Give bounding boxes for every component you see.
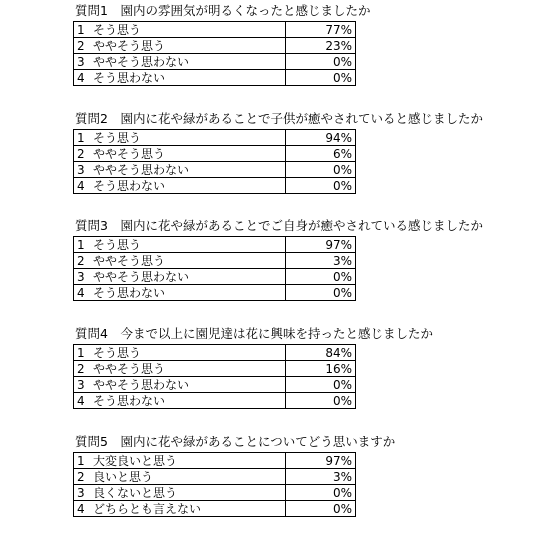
option-label: ややそう思わない — [93, 162, 190, 177]
option-number: 2 — [77, 469, 85, 484]
option-label-cell — [74, 130, 286, 146]
option-number: 2 — [77, 361, 85, 376]
option-label-cell — [74, 237, 286, 253]
option-percentage: 3% — [285, 253, 355, 269]
answer-table — [73, 452, 356, 517]
option-label-cell — [74, 70, 286, 86]
option-percentage: 0% — [285, 501, 355, 517]
option-label-cell — [74, 285, 286, 301]
table-row — [74, 162, 356, 178]
table-row — [74, 237, 356, 253]
option-number: 1 — [77, 453, 85, 468]
option-label: そう思う — [93, 130, 142, 145]
option-percentage: 84% — [285, 345, 355, 361]
option-percentage: 0% — [285, 269, 355, 285]
option-number: 2 — [77, 38, 85, 53]
option-label: ややそう思う — [93, 253, 166, 268]
table-row — [74, 54, 356, 70]
option-percentage: 94% — [285, 130, 355, 146]
option-number: 4 — [77, 70, 85, 85]
table-row — [74, 253, 356, 269]
option-percentage: 0% — [285, 70, 355, 86]
table-row — [74, 453, 356, 469]
question-title: 質問4 今まで以上に園児達は花に興味を持ったと感じましたか — [75, 326, 433, 341]
option-label: 大変良いと思う — [93, 453, 178, 468]
table-row — [74, 345, 356, 361]
table-row — [74, 285, 356, 301]
question-title: 質問2 園内に花や緑があることで子供が癒やされていると感じましたか — [75, 111, 483, 126]
table-row — [74, 130, 356, 146]
option-number: 1 — [77, 345, 85, 360]
table-row — [74, 485, 356, 501]
question-title: 質問1 園内の雰囲気が明るくなったと感じましたか — [75, 3, 371, 18]
table-row — [74, 361, 356, 377]
option-percentage: 0% — [285, 377, 355, 393]
option-number: 4 — [77, 178, 85, 193]
option-label: そう思わない — [93, 70, 166, 85]
option-label: ややそう思う — [93, 361, 166, 376]
option-label-cell — [74, 178, 286, 194]
table-row — [74, 146, 356, 162]
answer-table — [73, 344, 356, 409]
option-label: 良いと思う — [93, 469, 154, 484]
question-title: 質問3 園内に花や緑があることでご自身が癒やされている感じましたか — [75, 218, 483, 233]
answer-table — [73, 129, 356, 194]
option-number: 3 — [77, 54, 85, 69]
option-percentage: 0% — [285, 178, 355, 194]
option-label: そう思う — [93, 237, 142, 252]
option-label: ややそう思わない — [93, 269, 190, 284]
option-label-cell — [74, 146, 286, 162]
option-percentage: 97% — [285, 453, 355, 469]
answer-table — [73, 21, 356, 86]
option-number: 3 — [77, 377, 85, 392]
table-row — [74, 178, 356, 194]
option-label: ややそう思う — [93, 38, 166, 53]
option-percentage: 0% — [285, 162, 355, 178]
question-title: 質問5 園内に花や緑があることについてどう思いますか — [75, 434, 396, 449]
option-percentage: 6% — [285, 146, 355, 162]
option-number: 2 — [77, 146, 85, 161]
table-row — [74, 393, 356, 409]
option-label-cell — [74, 393, 286, 409]
option-percentage: 23% — [285, 38, 355, 54]
option-label-cell — [74, 501, 286, 517]
option-label-cell — [74, 345, 286, 361]
option-label-cell — [74, 361, 286, 377]
option-label: そう思わない — [93, 285, 166, 300]
table-row — [74, 469, 356, 485]
option-label: ややそう思わない — [93, 377, 190, 392]
option-label: そう思わない — [93, 393, 166, 408]
option-percentage: 0% — [285, 54, 355, 70]
option-number: 1 — [77, 237, 85, 252]
option-percentage: 97% — [285, 237, 355, 253]
option-label: どちらとも言えない — [93, 501, 202, 516]
option-label-cell — [74, 162, 286, 178]
option-number: 4 — [77, 393, 85, 408]
option-percentage: 0% — [285, 393, 355, 409]
option-label-cell — [74, 377, 286, 393]
option-number: 3 — [77, 162, 85, 177]
table-row — [74, 38, 356, 54]
option-label-cell — [74, 38, 286, 54]
option-label-cell — [74, 269, 286, 285]
option-number: 1 — [77, 22, 85, 37]
option-number: 1 — [77, 130, 85, 145]
table-row — [74, 377, 356, 393]
table-row — [74, 22, 356, 38]
option-label: 良くないと思う — [93, 485, 178, 500]
option-label-cell — [74, 22, 286, 38]
option-number: 4 — [77, 501, 85, 516]
option-label-cell — [74, 469, 286, 485]
table-row — [74, 269, 356, 285]
option-label: そう思わない — [93, 178, 166, 193]
option-number: 4 — [77, 285, 85, 300]
table-row — [74, 501, 356, 517]
option-label: ややそう思う — [93, 146, 166, 161]
option-number: 3 — [77, 269, 85, 284]
option-label: ややそう思わない — [93, 54, 190, 69]
option-label-cell — [74, 453, 286, 469]
option-percentage: 77% — [285, 22, 355, 38]
answer-table — [73, 236, 356, 301]
option-number: 2 — [77, 253, 85, 268]
option-label-cell — [74, 253, 286, 269]
table-row — [74, 70, 356, 86]
option-percentage: 3% — [285, 469, 355, 485]
option-label: そう思う — [93, 345, 142, 360]
option-percentage: 0% — [285, 285, 355, 301]
option-label-cell — [74, 54, 286, 70]
option-label-cell — [74, 485, 286, 501]
option-number: 3 — [77, 485, 85, 500]
option-percentage: 0% — [285, 485, 355, 501]
option-label: そう思う — [93, 22, 142, 37]
option-percentage: 16% — [285, 361, 355, 377]
